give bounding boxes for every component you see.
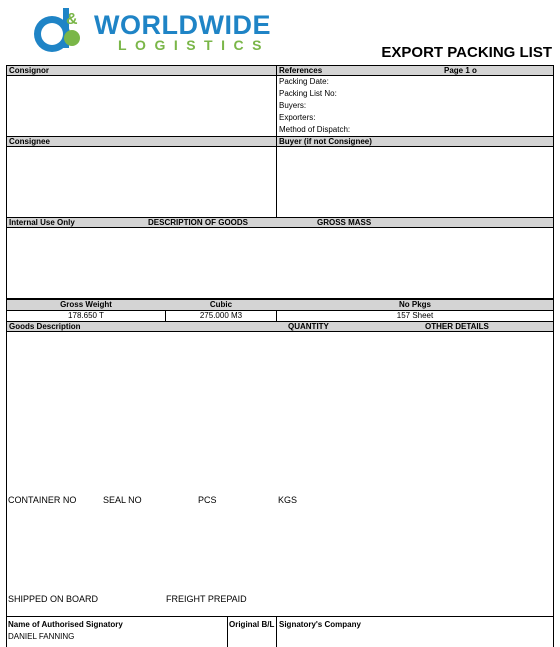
goods-description-label: Goods Description: [9, 322, 81, 331]
goods-description-header: [7, 322, 553, 332]
company-tagline: LOGISTICS: [118, 37, 270, 53]
page-number: Page 1 o: [444, 66, 477, 75]
signatory-company-label: Signatory's Company: [279, 620, 361, 629]
company-logo: [28, 4, 278, 56]
authorised-signatory-name: DANIEL FANNING: [8, 632, 75, 641]
original-bl-label: Original B/L: [229, 620, 275, 629]
references-header: [277, 66, 553, 76]
logo-mark-icon: [28, 4, 90, 56]
packing-date-label: Packing Date:: [279, 77, 329, 86]
kgs-label: KGS: [278, 495, 298, 505]
company-name: WORLDWIDE: [94, 10, 271, 40]
packing-list-no-label: Packing List No:: [279, 89, 337, 98]
cubic-label: Cubic: [209, 300, 233, 309]
internal-use-section: [6, 217, 554, 299]
no-pkgs-label: No Pkgs: [398, 300, 431, 309]
buyers-label: Buyers:: [279, 101, 307, 110]
gross-weight-label: Gross Weight: [60, 300, 112, 309]
cubic-value: 275.000 M3: [199, 311, 243, 320]
buyer-header: Buyer (if not Consignee): [277, 137, 553, 147]
consignor-header: Consignor: [7, 66, 276, 76]
container-no-label: CONTAINER NO: [8, 495, 77, 505]
exporters-label: Exporters:: [279, 113, 316, 122]
quantity-label: QUANTITY: [288, 322, 329, 331]
consignee-header: Consignee: [7, 137, 276, 147]
method-of-dispatch-label: Method of Dispatch:: [279, 125, 351, 134]
other-details-label: OTHER DETAILS: [425, 322, 489, 331]
svg-text:&: &: [66, 11, 78, 28]
document-title: EXPORT PACKING LIST: [381, 44, 552, 61]
freight-prepaid-label: FREIGHT PREPAID: [166, 594, 247, 604]
description-of-goods-label: DESCRIPTION OF GOODS: [148, 218, 249, 227]
authorised-signatory-label: Name of Authorised Signatory: [8, 620, 123, 629]
internal-use-header: [7, 218, 553, 228]
no-pkgs-value: 157 Sheet: [396, 311, 434, 320]
seal-no-label: SEAL NO: [103, 495, 142, 505]
gross-mass-label: GROSS MASS: [317, 218, 372, 227]
goods-description-section: [6, 321, 554, 617]
references-label: References: [279, 66, 323, 75]
consignee-buyer-section: [6, 136, 554, 218]
pcs-label: PCS: [198, 495, 217, 505]
gross-weight-value: 178.650 T: [68, 311, 104, 320]
internal-use-label: Internal Use Only: [9, 218, 75, 227]
shipped-on-board-label: SHIPPED ON BOARD: [8, 594, 99, 604]
